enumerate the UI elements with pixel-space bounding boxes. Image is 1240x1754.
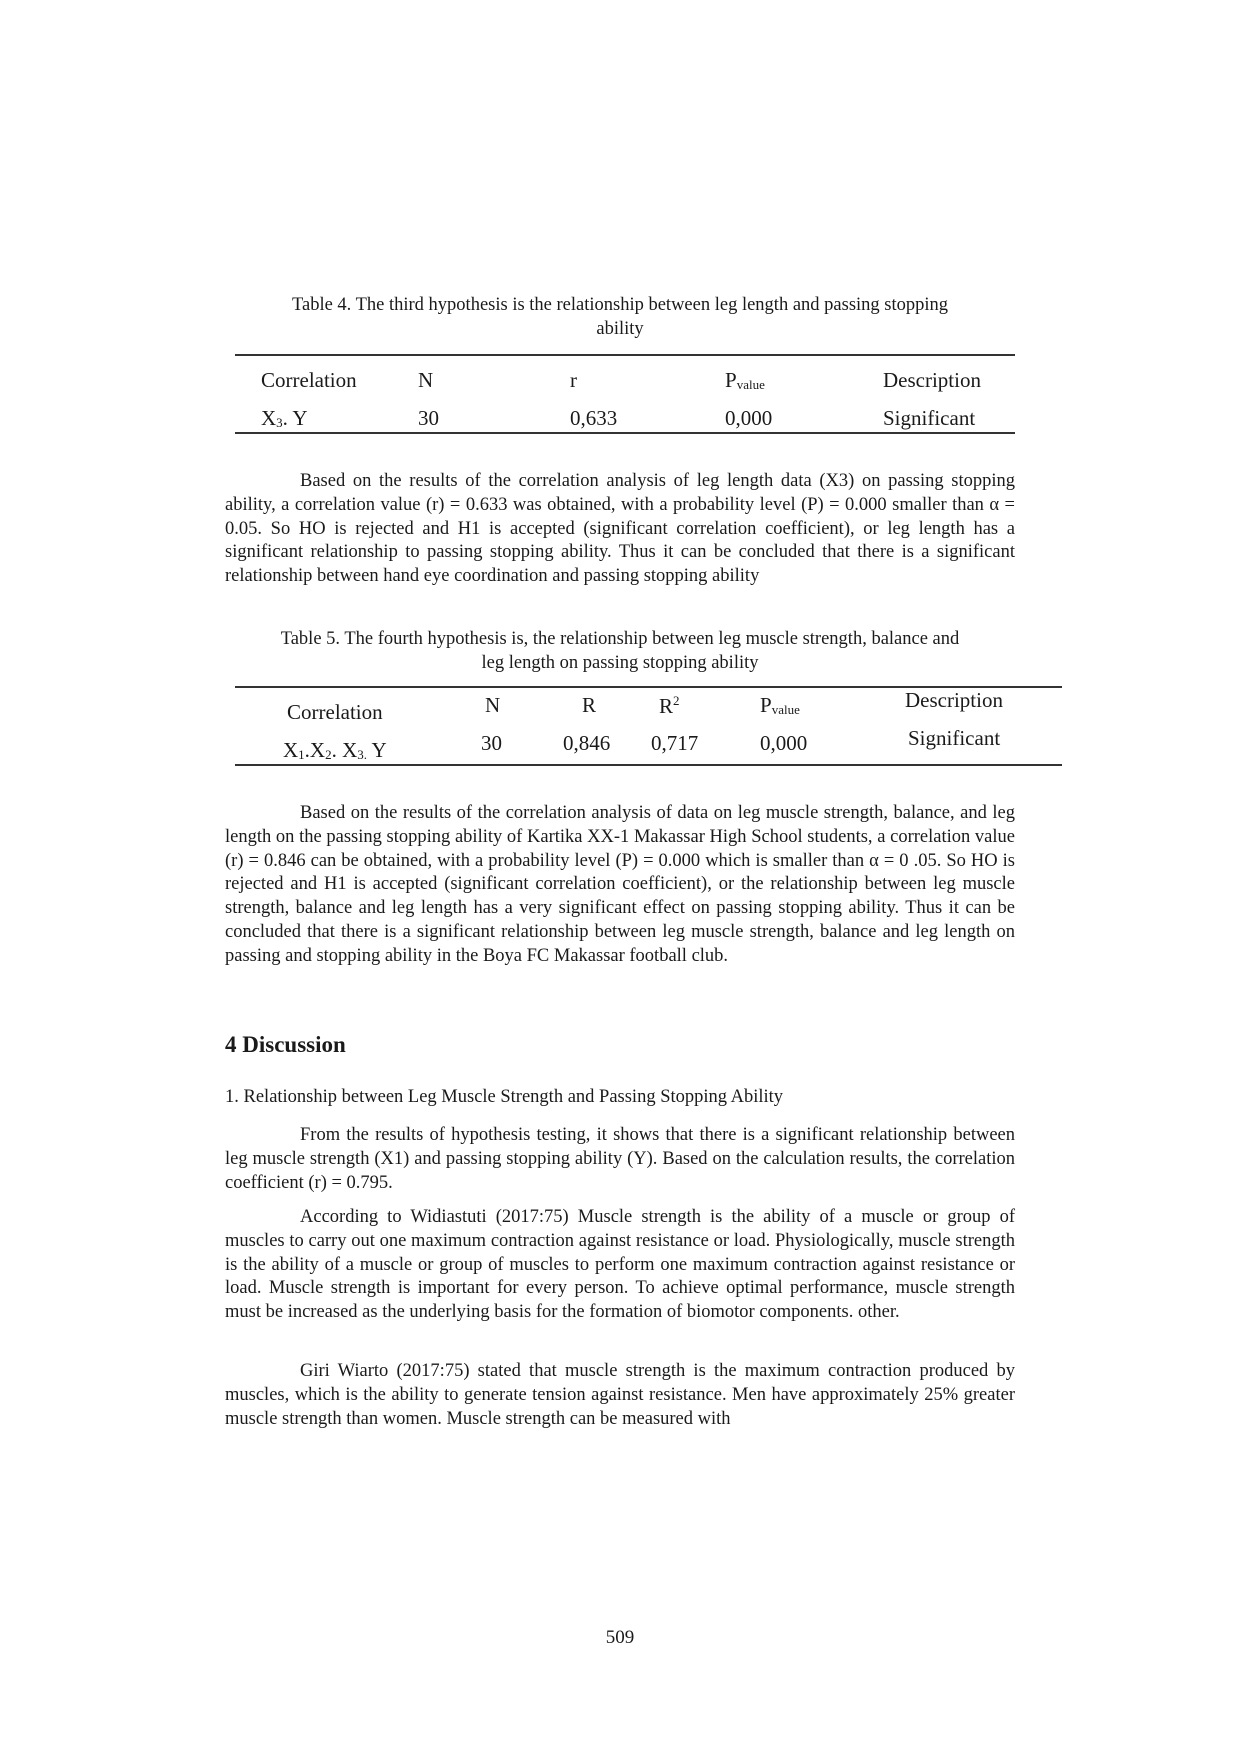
table5-cell-R2: 0,717 xyxy=(651,731,699,755)
table4-cell-description: Significant xyxy=(883,406,976,430)
table4-caption xyxy=(225,293,1015,341)
var-x3: . X xyxy=(331,738,358,762)
table5-header-description: Description xyxy=(905,688,1003,712)
table4-cell-correlation xyxy=(261,406,308,431)
page-number: 509 xyxy=(605,1627,635,1648)
var-tail: . Y xyxy=(282,406,308,430)
table5-cell-R: 0,846 xyxy=(563,731,611,755)
paragraph-table5-analysis: Based on the results of the correlation analysis of data on leg muscle strength, balance, and leg length on the passing stopping ability of Kartika XX-1 Makassar High School students, a correlation value (r) = 0.846 can be obtained, with a probability level (P) = 0.000 which is smaller than α = 0 .05. So HO is rejected and H1 is accepted (significant correlation coefficient), or the relationship between leg muscle strength, balance and leg length has a very significant effect on passing stopping ability. Thus it can be concluded that there is a significant relationship between leg muscle strength, balance and leg length on passing and stopping ability in the Boya FC Makassar football club. xyxy=(225,803,1015,966)
table5-bottom-rule xyxy=(235,764,1062,766)
var-sub: 3 xyxy=(276,415,283,430)
r2-sup: 2 xyxy=(673,693,680,708)
var-x: X xyxy=(261,406,277,430)
table4-bottom-rule xyxy=(235,432,1015,434)
table5-cell-pvalue: 0,000 xyxy=(760,731,808,755)
pvalue-sub: value xyxy=(771,702,800,717)
table4-top-rule xyxy=(235,354,1015,356)
table5-cell-description: Significant xyxy=(908,726,1001,750)
var-x3-sub: 3. xyxy=(357,747,368,762)
table5-caption-line2: leg length on passing stopping ability xyxy=(481,653,759,673)
table4-header-r: r xyxy=(570,368,577,392)
table5-header-pvalue xyxy=(760,693,800,718)
paragraph-giri-wiarto: Giri Wiarto (2017:75) stated that muscle strength is the maximum contraction produced by muscles, which is the ability to generate tension against resistance. Men have approximately 25% greater muscle strength than women. Muscle strength can be measured with xyxy=(225,1361,1015,1429)
paragraph-widiastuti: According to Widiastuti (2017:75) Muscle strength is the ability of a muscle or group of muscles to carry out one maximum contraction against resistance or load. Physiologically, muscle strength is the ability of a muscle or group of muscles to perform one maximum contraction against resistance or load. Muscle strength is important for every person. To achieve optimal performance, muscle strength must be increased as the underlying basis for the formation of biomotor components. other. xyxy=(225,1207,1015,1323)
table5-cell-n: 30 xyxy=(481,731,502,755)
table4-cell-pvalue: 0,000 xyxy=(725,406,773,430)
table5-header-R: R xyxy=(582,693,597,717)
table5-cell-correlation xyxy=(283,738,387,763)
table4-cell-n: 30 xyxy=(418,406,439,430)
var-y: Y xyxy=(367,738,387,762)
table4-cell-r: 0,633 xyxy=(570,406,618,430)
table4-header-correlation: Correlation xyxy=(261,368,357,392)
var-x2-sub: 2 xyxy=(325,747,332,762)
var-x1-sub: 1 xyxy=(298,747,305,762)
pvalue-sub: value xyxy=(736,377,765,392)
table5-header-R2 xyxy=(659,693,680,719)
table4-header-pvalue xyxy=(725,368,765,393)
table5-caption xyxy=(225,627,1015,675)
table4-caption-line2: ability xyxy=(596,319,644,339)
section-heading: 4 Discussion xyxy=(225,1032,346,1057)
table5-caption-line1: Table 5. The fourth hypothesis is, the relationship between leg muscle strength, balance and xyxy=(280,629,960,649)
table4-header-n: N xyxy=(418,368,434,392)
paragraph-table4-analysis: Based on the results of the correlation analysis of leg length data (X3) on passing stopping ability, a correlation value (r) = 0.633 was obtained, with a probability level (P) = 0.000 smaller than α = 0.05. So HO is rejected and H1 is accepted (significant correlation coefficient), or leg length has a significant relationship to passing stopping ability. Thus it can be concluded that there is a significant relationship between hand eye coordination and passing stopping ability xyxy=(225,471,1015,587)
pvalue-main: P xyxy=(725,368,737,392)
table5-header-correlation: Correlation xyxy=(287,700,383,724)
table4-header-description: Description xyxy=(883,368,981,392)
var-x2: .X xyxy=(304,738,326,762)
r2-main: R xyxy=(659,694,674,718)
var-x1: X xyxy=(283,738,299,762)
paragraph-hypothesis-result: From the results of hypothesis testing, it shows that there is a significant relationship between leg muscle strength (X1) and passing stopping ability (Y). Based on the calculation results, the correlation coefficient (r) = 0.795. xyxy=(225,1125,1015,1193)
table4-caption-line1: Table 4. The third hypothesis is the relationship between leg length and passing stopping xyxy=(291,295,949,315)
table5-header-n: N xyxy=(485,693,501,717)
pvalue-main: P xyxy=(760,693,772,717)
subsection-heading: 1. Relationship between Leg Muscle Strength and Passing Stopping Ability xyxy=(225,1087,784,1107)
